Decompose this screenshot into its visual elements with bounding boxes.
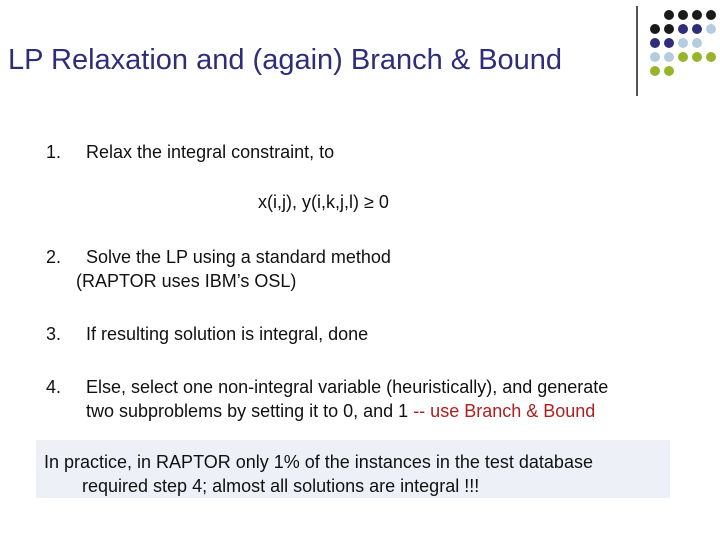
decorative-dot [706, 24, 716, 34]
decorative-dot [664, 52, 674, 62]
branch-and-bound-highlight: -- use Branch & Bound [408, 401, 596, 421]
slide-title: LP Relaxation and (again) Branch & Bound [8, 44, 563, 76]
decorative-dot [692, 24, 702, 34]
decorative-dot [678, 38, 688, 48]
list-text-continuation: (RAPTOR uses IBM’s OSL) [76, 271, 297, 291]
title-divider-line [636, 6, 638, 96]
list-number: 1. [46, 142, 62, 162]
list-text-continuation [86, 399, 595, 423]
decorative-dot [706, 52, 716, 62]
list-text: If resulting solution is integral, done [86, 324, 369, 344]
decorative-dot [706, 10, 716, 20]
decorative-dot [664, 10, 674, 20]
note-box [36, 440, 670, 498]
note-line-1: In practice, in RAPTOR only 1% of the instances in the test database [44, 452, 593, 472]
list-text: Relax the integral constraint, to [86, 142, 335, 162]
decorative-dot [664, 24, 674, 34]
list-number: 2. [46, 247, 62, 267]
decorative-dot [678, 10, 688, 20]
list-text: Else, select one non-integral variable (heuristically), and generate [86, 377, 609, 397]
constraint-formula: x(i,j), y(i,k,j,l) ≥ 0 [258, 192, 389, 212]
decorative-dot [650, 52, 660, 62]
decorative-dot [650, 66, 660, 76]
list-number: 4. [46, 377, 62, 397]
decorative-dot [678, 24, 688, 34]
decorative-dot [692, 10, 702, 20]
list-number: 3. [46, 324, 62, 344]
list-text-plain: two subproblems by setting it to 0, and 1 [86, 401, 409, 421]
note-line-2: required step 4; almost all solutions are integral !!! [82, 476, 480, 496]
decorative-dot [650, 24, 660, 34]
decorative-dot [664, 38, 674, 48]
decorative-dot [664, 66, 674, 76]
decorative-dot [650, 38, 660, 48]
decorative-dot [692, 38, 702, 48]
decorative-dot [692, 52, 702, 62]
list-text: Solve the LP using a standard method [86, 247, 391, 267]
decorative-dot [678, 52, 688, 62]
